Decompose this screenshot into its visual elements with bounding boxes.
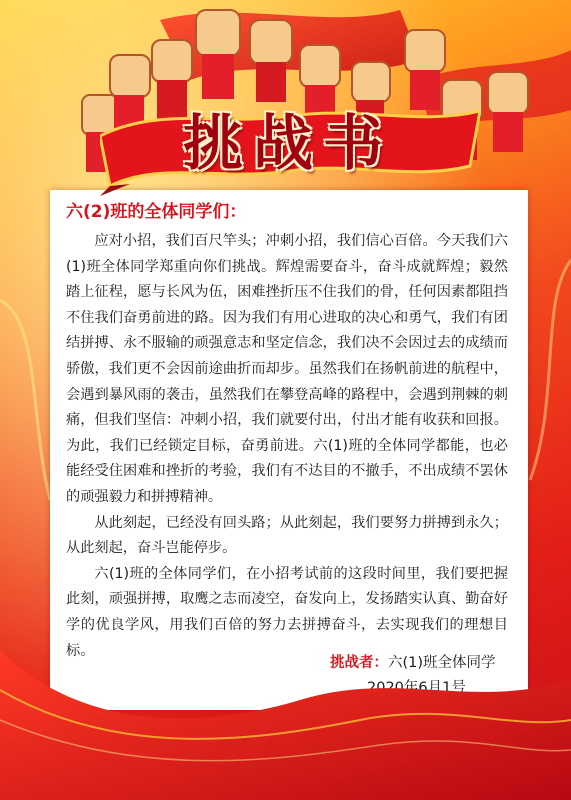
- signature-label: 挑战者：: [330, 655, 388, 671]
- raised-fist-icon: [250, 20, 292, 102]
- paragraph: 应对小招，我们百尺竿头；冲刺小招，我们信心百倍。今天我们六(1)班全体同学郑重向你们挑战。辉煌需要奋斗，奋斗成就辉煌；毅然踏上征程，愿与长风为伍，困难挫折压不住我们的骨，任何因素都阻挡不住我们奋勇前进的路。因为我们有用心进取的决心和勇气，我们有团结拼搏、永不服输的顽强意志和坚定信念，我们决不会因过去的成绩而骄傲，我们更不会因前途曲折而却步。虽然我们在扬帆前进的航程中，会遇到暴风雨的袭击，虽然我们在攀登高峰的路程中，会遇到荆棘的刺痛，但我们坚信：冲刺小招，我们就要付出，付出才能有收获和回报。为此，我们已经锁定目标，奋勇前进。六(1)班的全体同学都能，也必能经受住困难和挫折的考验，我们有不达目的不撤手，不出成绩不罢休的顽强毅力和拼搏精神。: [66, 233, 508, 505]
- red-wave: [0, 560, 571, 800]
- paragraph: 从此刻起，已经没有回头路；从此刻起，我们要努力拼搏到永久；从此刻起，奋斗岂能停步。: [66, 514, 508, 557]
- raised-fist-icon: [488, 72, 528, 152]
- paragraph: 六(1)班的全体同学们，在小招考试前的这段时间里，我们要把握此刻，顽强拼搏，取鹰之志而凌空，奋发向上，发扬踏实认真、勤奋好学的优良学风，用我们百倍的努力去拼搏奋斗，去实现我们的理想目标。: [66, 565, 508, 659]
- signature-name: 六(1)班全体同学: [388, 655, 496, 671]
- salutation: 六(2)班的全体同学们：: [66, 202, 247, 222]
- raised-fist-icon: [196, 10, 240, 99]
- signature-date: 2020年6月1号: [367, 680, 466, 696]
- poster-title: 挑战书: [183, 109, 393, 179]
